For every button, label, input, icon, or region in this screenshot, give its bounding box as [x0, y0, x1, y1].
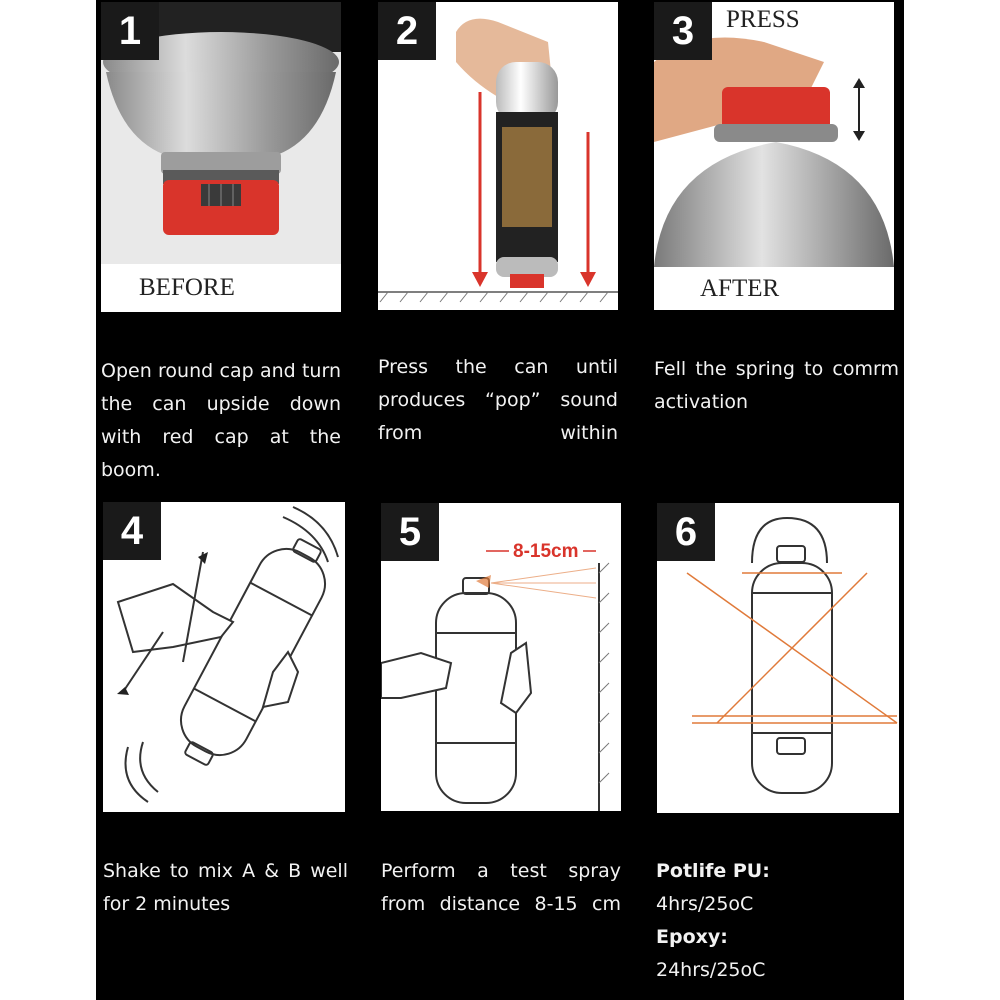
potlife-pu-value: 4hrs/25oC: [656, 893, 754, 915]
step-6-number: 6: [657, 503, 715, 561]
step-4-description: Shake to mix A & B well for 2 minutes: [103, 860, 348, 915]
epoxy-value: 24hrs/25oC: [656, 959, 766, 981]
step-2-number: 2: [378, 2, 436, 60]
step-5-number: 5: [381, 503, 439, 561]
step-3-description: Fell the spring to comrm activation: [654, 358, 899, 413]
step-5-diagram: [381, 503, 621, 811]
before-caption: BEFORE: [139, 274, 235, 301]
distance-label: 8-15cm: [509, 541, 583, 563]
potlife-info: [656, 855, 770, 987]
step-5-description: Perform a test spray from distance 8-15 cm: [381, 860, 621, 915]
press-caption: PRESS: [726, 6, 800, 33]
step-2-description: Press the can until produces “pop” sound from within: [378, 356, 618, 444]
step-1-photo: [101, 2, 341, 312]
step-4-diagram: [103, 502, 345, 812]
step-6-diagram: [657, 503, 899, 813]
epoxy-label: Epoxy:: [656, 926, 728, 948]
step-2-photo: [378, 2, 618, 310]
potlife-pu-label: Potlife PU:: [656, 860, 770, 882]
step-4-number: 4: [103, 502, 161, 560]
step-1-description: Open round cap and turn the can upside down with red cap at the boom.: [101, 360, 341, 481]
step-3-number: 3: [654, 2, 712, 60]
step-3-photo: [654, 2, 894, 310]
after-caption: AFTER: [700, 275, 780, 302]
step-1-number: 1: [101, 2, 159, 60]
